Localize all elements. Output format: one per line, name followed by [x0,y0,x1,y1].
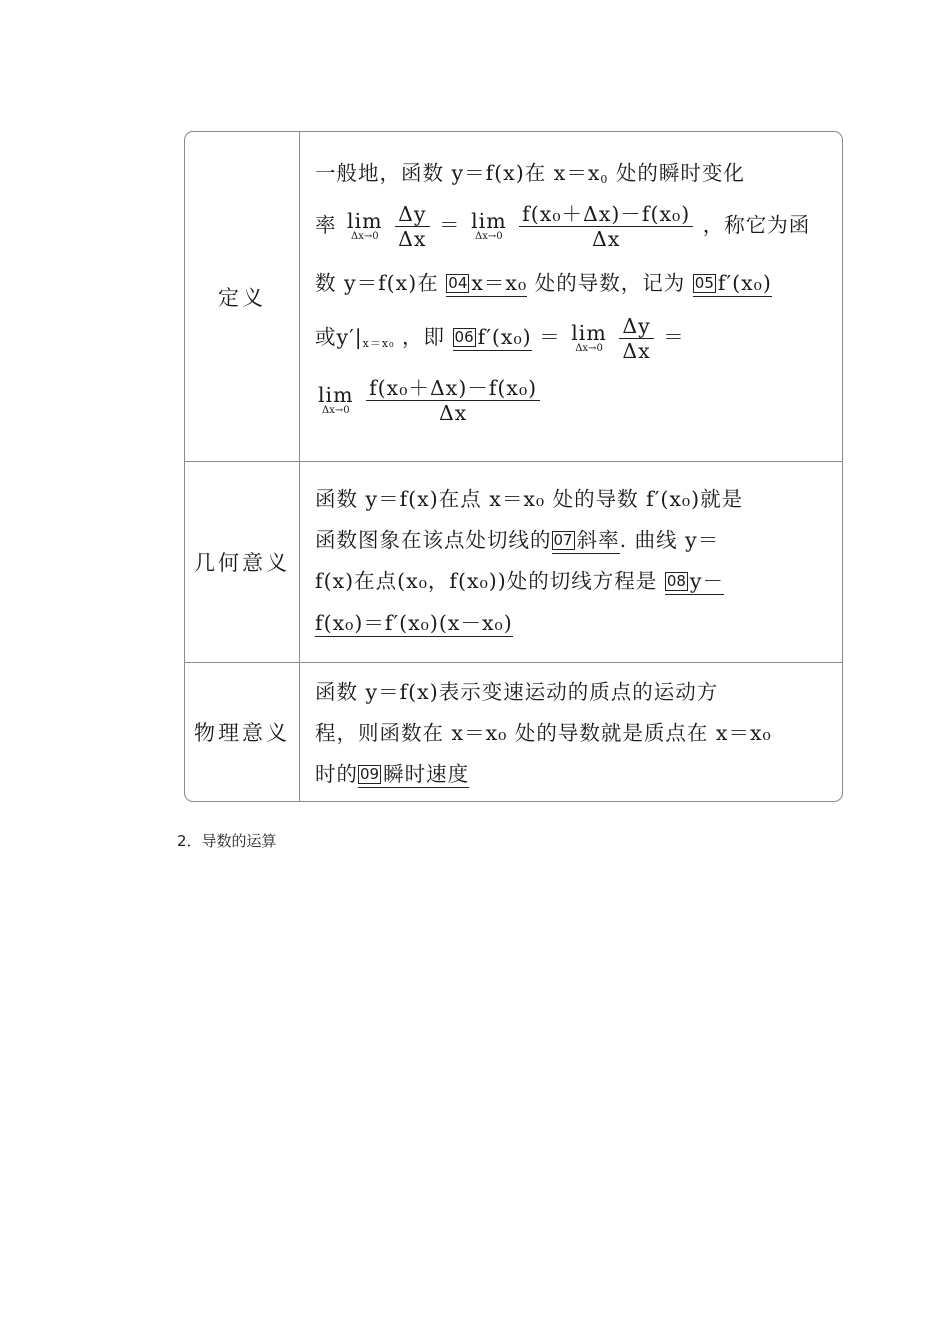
definition-line-1: 一般地，函数 y＝f(x)在 $x=x_0$ 处的瞬时变化 [315,161,745,186]
answer-04: 04 x＝x₀ [448,271,528,295]
answer-05: 05 f′(x₀) [694,271,772,295]
physical-line-1: 函数 y＝f(x)表示变速运动的质点的运动方 [315,680,719,704]
geometric-line-4 [315,606,831,636]
physical-line-3: 时的 09 瞬时速度 [315,762,470,786]
limit-operator: lim Δx→0 [571,320,607,354]
answer-09: 09 瞬时速度 [360,762,470,786]
definition-line-5 [315,376,831,425]
limit-operator: lim Δx→0 [347,208,383,242]
derivative-concept-table [184,131,843,802]
geometric-line-1: 函数 y＝f(x)在点 x＝x₀ 处的导数 f′(x₀)就是 [315,487,744,511]
difference-quotient: $\frac{\text{f(x₀＋Δx)－f(x₀)}}{\Delta x}$ [519,202,693,251]
geometric-line-2: 函数图象在该点处切线的 07 斜率. 曲线 y＝ [315,528,720,552]
definition-line-2: 率 lim Δx→0 $\frac{\Delta y}{\Delta x}$ ＝ lim Δx→0 $\frac{\text{f(x₀＋Δx)－f(x₀)}}{\Delta x}$ ，称它为函 [315,202,811,251]
row-label-definition: 定义 [218,285,266,310]
geometric-line-3: f(x)在点(x₀，f(x₀))处的切线方程是 08 y－ [315,569,724,593]
row-label-geometric: 几何意义 [194,551,290,575]
answer-06: 06 f′(x₀) [454,325,532,349]
delta-ratio: $\frac{\Delta y}{\Delta x}$ [619,314,653,363]
answer-08-continued: f(x₀)＝f′(x₀)(x－x₀) [315,611,513,635]
row-label-physical: 物理意义 [194,721,290,745]
answer-07: 07 斜率 [553,528,620,552]
limit-operator: lim Δx→0 [471,208,507,242]
physical-line-2: 程，则函数在 x＝x₀ 处的导数就是质点在 x＝x₀ [315,721,772,745]
limit-operator: lim Δx→0 [318,382,354,416]
answer-08: 08 y－ [666,569,724,593]
delta-ratio: $\frac{\Delta y}{\Delta x}$ [395,202,429,251]
column-divider [299,132,300,801]
definition-line-4: 或$y'|_{x=x_0}$ ，即 06 f′(x₀) ＝ lim Δx→0 $\frac{\Delta y}{\Delta x}$ ＝ [315,314,685,363]
difference-quotient: $\frac{\text{f(x₀＋Δx)－f(x₀)}}{\Delta x}$ [366,376,540,425]
section-caption: 2．导数的运算 [177,832,277,850]
definition-line-3: 数 y＝f(x)在 04 x＝x₀ 处的导数，记为 05 f′(x₀) [315,271,772,295]
